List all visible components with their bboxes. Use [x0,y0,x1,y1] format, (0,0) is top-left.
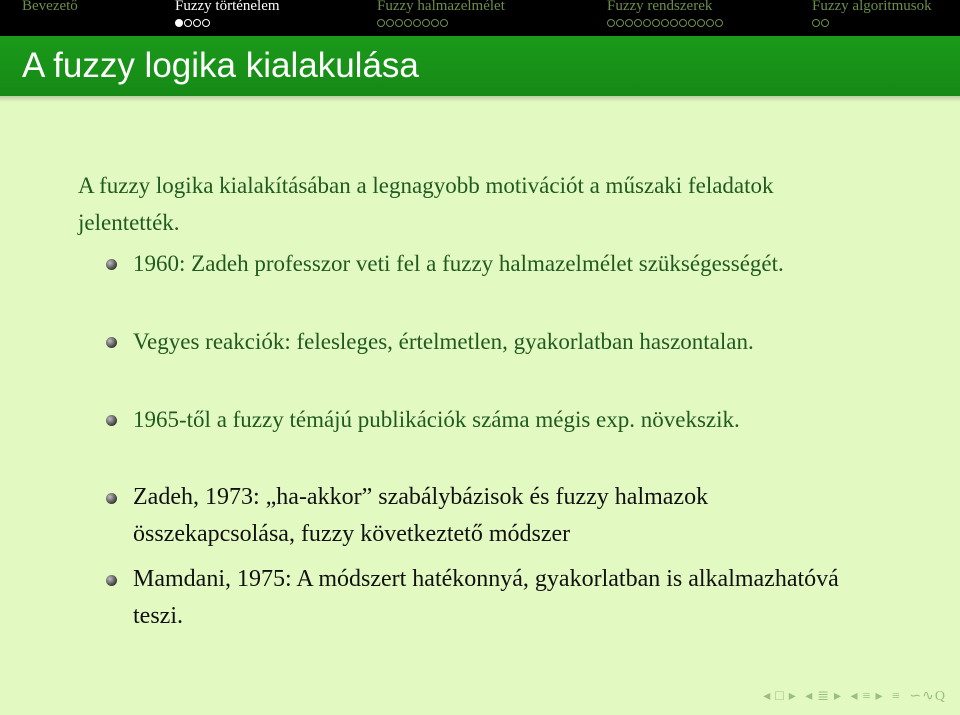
nav-section-label[interactable]: Fuzzy rendszerek [607,0,713,14]
list-item [133,323,853,360]
list-item [133,401,853,438]
frame-dot[interactable] [422,19,430,27]
frame-dot[interactable] [377,19,385,27]
frame-title-bar [0,36,960,96]
list-item-text: Vegyes reakciók: felesleges, értelmetlen, gyakorlatban haszontalan. [133,329,754,354]
intro-paragraph: A fuzzy logika kialakításában a legnagyobb motivációt a műszaki feladatok jelentették. [78,173,774,235]
nav-section-label[interactable]: Fuzzy történelem [175,0,280,14]
list-item-text: 1960: Zadeh professzor veti fel a fuzzy halmazelmélet szükségességét. [133,251,784,276]
frame-dots [377,18,449,28]
bullet-icon [106,337,117,348]
nav-section-label[interactable]: Bevezető [22,0,78,14]
frame-dot[interactable] [697,19,705,27]
bullet-icon [106,493,117,504]
section-icon[interactable]: ≡ [862,689,872,704]
frame-dot[interactable] [688,19,696,27]
frame-dots [607,18,724,28]
list-item [133,245,853,282]
frame-dot[interactable] [193,19,201,27]
frame-dots [175,18,211,28]
list-item-text: 1965-től a fuzzy témájú publikációk száma mégis exp. növekszik. [133,407,740,432]
frame-dot[interactable] [413,19,421,27]
section-next-icon[interactable]: ▸ [875,689,884,704]
bullet-icon [106,415,117,426]
frame-dot[interactable] [715,19,723,27]
bullet-icon [106,259,117,270]
list-item [133,561,853,635]
frame-dot[interactable] [616,19,624,27]
frame-dot[interactable] [404,19,412,27]
frame-dot[interactable] [643,19,651,27]
title-shadow [0,96,960,102]
nav-section-label[interactable]: Fuzzy halmazelmélet [377,0,505,14]
frame-dot[interactable] [440,19,448,27]
list-item-text: Mamdani, 1975: A módszert hatékonnyá, gyakorlatban is alkalmazhatóvá teszi. [133,566,839,629]
frame-prev-icon[interactable]: ◂ [763,689,772,704]
frame-dot[interactable] [395,19,403,27]
bullet-icon [106,575,117,586]
frame-next-icon[interactable]: ▸ [788,689,797,704]
section-navigation-bar [0,0,960,36]
frame-dot-current[interactable] [175,19,183,27]
frame-dot[interactable] [821,19,829,27]
frame-icon[interactable]: □ [775,689,785,704]
frame-dot[interactable] [607,19,615,27]
frame-dot[interactable] [184,19,192,27]
subsection-prev-icon[interactable]: ◂ [805,689,814,704]
frame-dot[interactable] [431,19,439,27]
list-item [133,479,853,553]
frame-dot[interactable] [652,19,660,27]
document-icon[interactable]: ≡ [892,689,901,704]
slide-title: A fuzzy logika kialakulása [22,46,419,85]
subsection-icon[interactable]: ≣ [817,689,831,704]
list-item-text: Zadeh, 1973: „ha-akkor” szabálybázisok és fuzzy halmazok összekapcsolása, fuzzy következtető módszer [133,484,709,547]
frame-dot[interactable] [812,19,820,27]
section-prev-icon[interactable]: ◂ [850,689,859,704]
frame-dot[interactable] [670,19,678,27]
frame-dot[interactable] [661,19,669,27]
frame-dot[interactable] [386,19,394,27]
subsection-next-icon[interactable]: ▸ [834,689,843,704]
frame-dot[interactable] [679,19,687,27]
frame-dot[interactable] [625,19,633,27]
beamer-navigation-symbols [759,688,946,705]
search-icon[interactable]: ∽∿Q [909,689,946,704]
frame-dot[interactable] [634,19,642,27]
frame-dot[interactable] [202,19,210,27]
frame-dot[interactable] [706,19,714,27]
frame-dots [812,18,830,28]
nav-section-label[interactable]: Fuzzy algoritmusok [812,0,932,14]
